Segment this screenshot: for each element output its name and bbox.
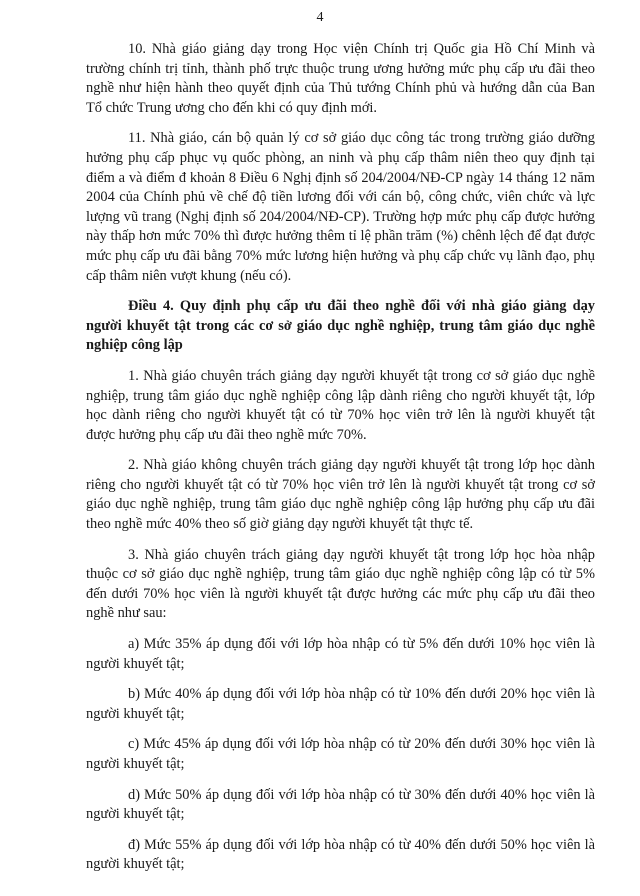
point-b: b) Mức 40% áp dụng đối với lớp hòa nhập có từ 10% đến dưới 20% học viên là người khuyết tật;	[86, 686, 595, 722]
clause-10: 10. Nhà giáo giảng dạy trong Học viện Chính trị Quốc gia Hồ Chí Minh và trường chính trị tỉnh, thành phố trực thuộc trung ương hưởng mức phụ cấp ưu đãi theo nghề như hiện hành theo quyết định của Thủ tướng Chính phủ và hướng dẫn của Ban Tổ chức Trung ương cho đến khi có quy định mới.	[86, 41, 595, 116]
article-4-clause-2: 2. Nhà giáo không chuyên trách giảng dạy người khuyết tật trong lớp học dành riêng cho người khuyết tật có từ 70% học viên trở lên là người khuyết tật trong cơ sở giáo dục nghề nghiệp, trung tâm giáo dục nghề nghiệp công lập hưởng phụ cấp ưu đãi theo nghề mức 40% theo số giờ giảng dạy người khuyết tật thực tế.	[86, 457, 595, 533]
page-number: 4	[316, 10, 324, 25]
article-4-heading: Điều 4. Quy định phụ cấp ưu đãi theo nghề đối với nhà giáo giảng dạy người khuyết tật trong các cơ sở giáo dục nghề nghiệp, trung tâm giáo dục nghề nghiệp công lập	[86, 298, 595, 354]
point-d: d) Mức 50% áp dụng đối với lớp hòa nhập có từ 30% đến dưới 40% học viên là người khuyết tật;	[86, 786, 595, 823]
clause-11: 11. Nhà giáo, cán bộ quản lý cơ sở giáo dục công tác trong trường giáo dưỡng hưởng phụ cấp phục vụ quốc phòng, an ninh và phụ cấp thâm niên theo quy định tại điểm a và điểm đ khoản 8 Điều 6 Nghị định số 204/2004/NĐ-CP ngày 14 tháng 12 năm 2004 của Chính phủ về chế độ tiền lương đối với cán bộ, công chức, viên chức và lực lượng vũ trang (Nghị định số 204/2004/NĐ-CP). Trường hợp mức phụ cấp được hưởng này thấp hơn mức 70% thì được hưởng thêm tỉ lệ phần trăm (%) chênh lệch để đạt được mức phụ cấp ưu đãi bằng 70% mức lương hiện hưởng và phụ cấp chức vụ lãnh đạo, phụ cấp thâm niên vượt khung (nếu có).	[86, 130, 595, 284]
point-a: a) Mức 35% áp dụng đối với lớp hòa nhập có từ 5% đến dưới 10% học viên là người khuyết tật;	[86, 636, 595, 672]
article-4-clause-1: 1. Nhà giáo chuyên trách giảng dạy người khuyết tật trong cơ sở giáo dục nghề nghiệp, trung tâm giáo dục nghề nghiệp công lập dành riêng cho người khuyết tật, lớp học dành riêng cho người khuyết tật có từ 70% học viên trở lên là người khuyết tật được hưởng phụ cấp ưu đãi theo nghề mức 70%.	[86, 367, 595, 443]
point-dd: đ) Mức 55% áp dụng đối với lớp hòa nhập có từ 40% đến dưới 50% học viên là người khuyết tật;	[86, 836, 595, 873]
article-4-clause-3: 3. Nhà giáo chuyên trách giảng dạy người khuyết tật trong lớp học hòa nhập thuộc cơ sở giáo dục nghề nghiệp, trung tâm giáo dục nghề nghiệp công lập có từ 5% đến dưới 70% học viên là người khuyết tật được hưởng các mức phụ cấp ưu đãi theo nghề như sau:	[86, 546, 595, 622]
point-c: c) Mức 45% áp dụng đối với lớp hòa nhập có từ 20% đến dưới 30% học viên là người khuyết tật;	[86, 736, 595, 772]
document-body	[86, 40, 595, 875]
